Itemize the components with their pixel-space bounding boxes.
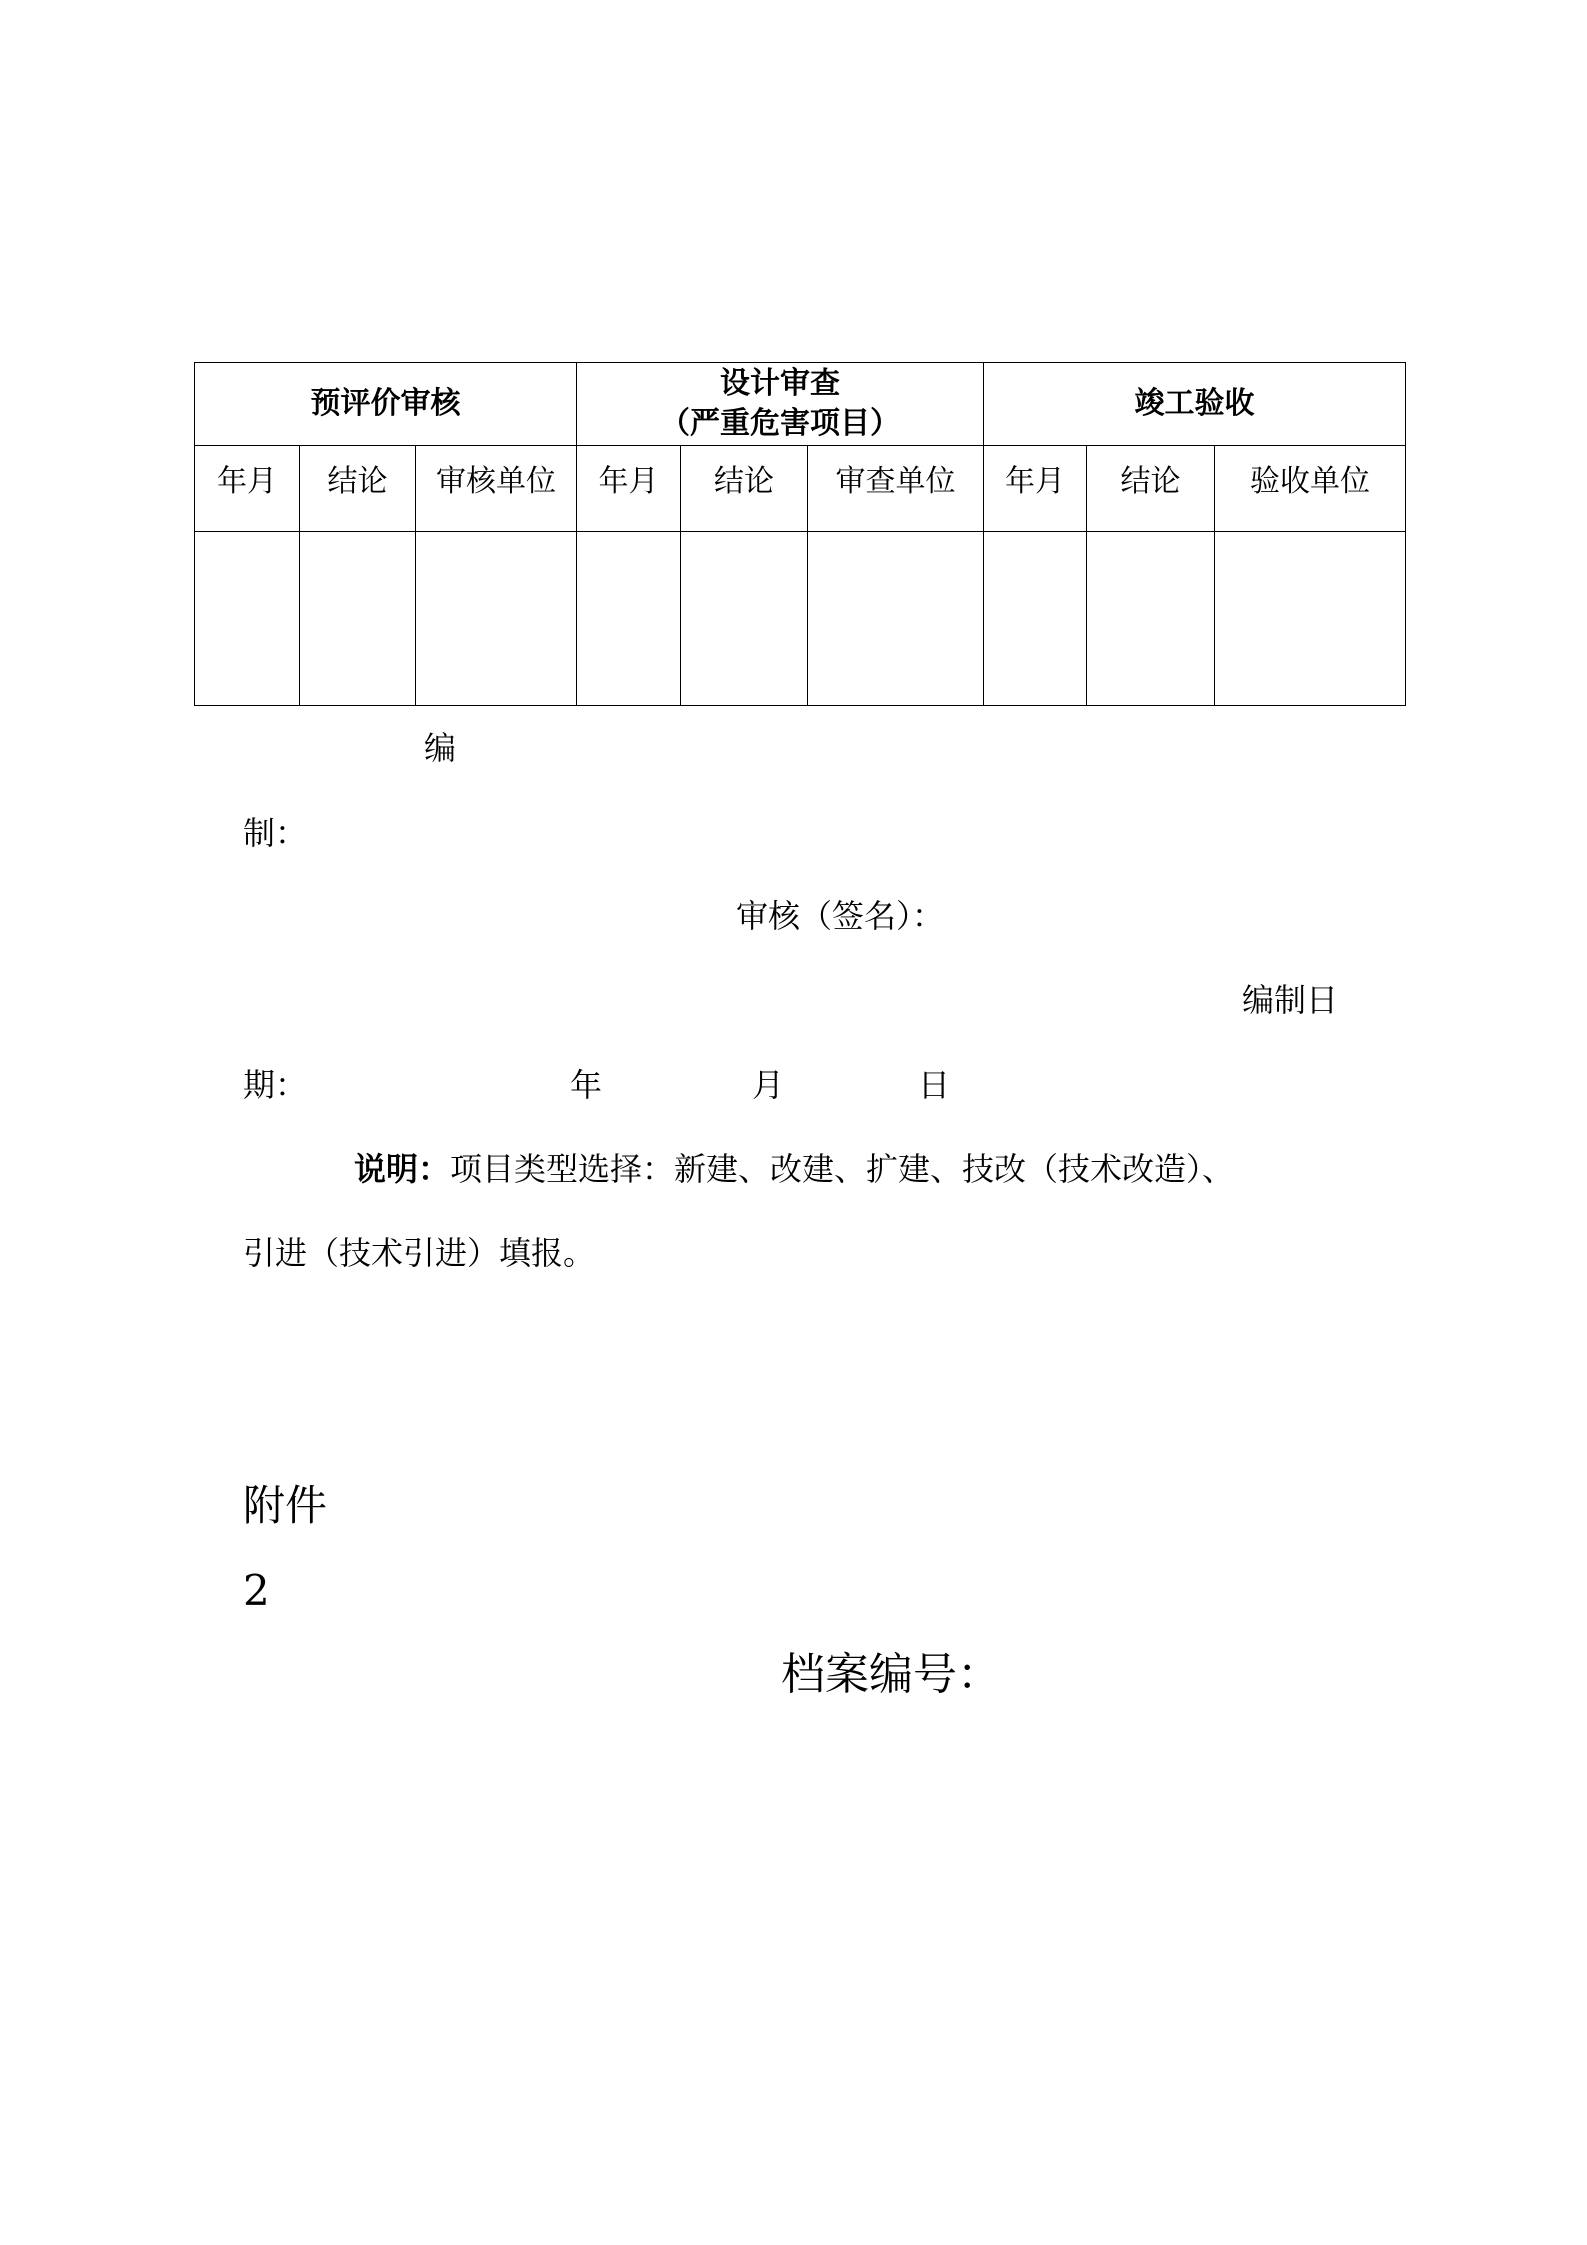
note-label: 说明： (354, 1150, 451, 1188)
column-header: 结论 (681, 446, 808, 532)
date-label-part1: 编制日 (1242, 981, 1339, 1019)
group-title: 竣工验收 (1134, 386, 1255, 422)
note-text: 项目类型选择：新建、改建、扩建、技改（技术改造）、 (450, 1150, 1235, 1188)
table-cell[interactable] (681, 532, 808, 706)
table-cell[interactable] (577, 532, 681, 706)
attachment-number: 2 (243, 1566, 270, 1615)
attachment-label: 附件 (243, 1481, 328, 1530)
compiler-label-part1: 编 (424, 729, 457, 767)
table-cell[interactable] (1087, 532, 1215, 706)
group-header-design-review (577, 363, 984, 446)
table-cell[interactable] (416, 532, 577, 706)
table-cell[interactable] (984, 532, 1087, 706)
column-header: 审查单位 (808, 446, 984, 532)
date-label-part2: 期： (243, 1066, 308, 1104)
compiler-label-part2: 制： (243, 814, 308, 852)
table-cell[interactable] (300, 532, 416, 706)
group-subtitle: （严重危害项目） (660, 406, 901, 442)
column-header: 年月 (984, 446, 1087, 532)
year-label: 年 (570, 1066, 603, 1104)
group-title: 预评价审核 (310, 386, 461, 422)
group-header-pre-evaluation (195, 363, 577, 446)
column-header: 年月 (577, 446, 681, 532)
table-cell[interactable] (1215, 532, 1406, 706)
table-cell[interactable] (195, 532, 300, 706)
month-label: 月 (752, 1066, 785, 1104)
reviewer-signature-label: 审核（签名）： (736, 897, 945, 935)
note-line-2: 引进（技术引进）填报。 (243, 1234, 596, 1272)
group-title: 设计审查 (720, 366, 841, 402)
review-table (194, 362, 1406, 706)
column-header: 审核单位 (416, 446, 577, 532)
note-line-1 (354, 1149, 1234, 1189)
day-label: 日 (918, 1066, 951, 1104)
table-cell[interactable] (808, 532, 984, 706)
column-header: 年月 (195, 446, 300, 532)
column-header: 结论 (1087, 446, 1215, 532)
archive-number-label: 档案编号： (781, 1649, 1001, 1700)
column-header: 验收单位 (1215, 446, 1406, 532)
table-row (195, 532, 1406, 706)
group-header-completion-acceptance (984, 363, 1406, 446)
column-header: 结论 (300, 446, 416, 532)
